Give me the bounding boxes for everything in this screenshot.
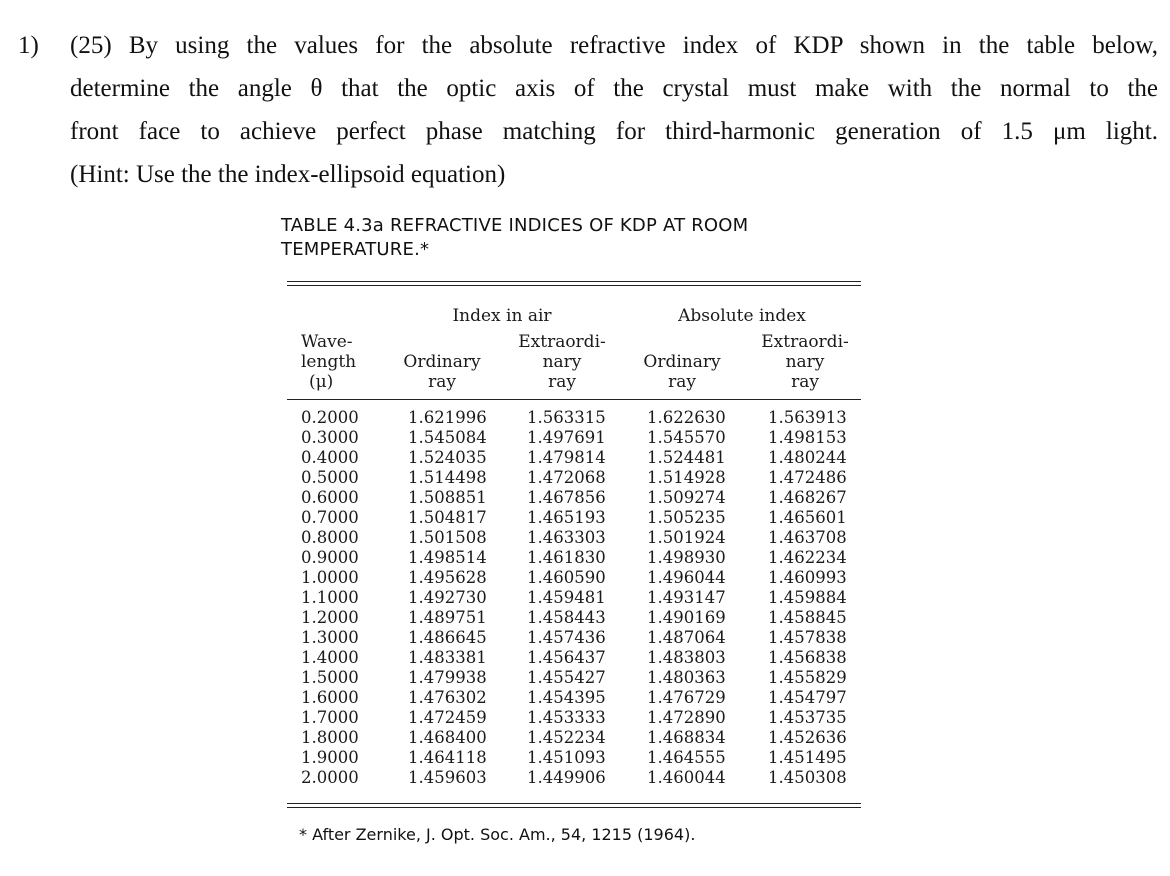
column-header-air-extraordinary <box>512 332 612 392</box>
column-header-wavelength-line-3: (μ) <box>309 372 334 392</box>
table-cell: 1.495628 <box>408 568 487 587</box>
question-text <box>70 24 1158 196</box>
table-cell: 1.486645 <box>408 628 487 647</box>
column-header-air-ordinary-line-3: ray <box>428 372 456 392</box>
table-bottom-rule-second <box>287 807 861 808</box>
table-cell: 1.451495 <box>768 748 847 767</box>
table-cell: 1.9000 <box>301 748 359 767</box>
table-cell: 1.459884 <box>768 588 847 607</box>
table-cell: 1.563913 <box>768 408 847 427</box>
table-cell: 1.472068 <box>527 468 606 487</box>
table-cell: 1.452636 <box>768 728 847 747</box>
table-cell: 1.545084 <box>408 428 487 447</box>
table-cell: 1.483803 <box>647 648 726 667</box>
column-header-air-extraordinary-line-1: Extraordi- <box>518 332 606 352</box>
table-caption-line-1: TABLE 4.3a REFRACTIVE INDICES OF KDP AT ROOM <box>281 215 749 236</box>
question-line-3: front face to achieve perfect phase matching for third-harmonic generation of 1.5 μm light. <box>70 118 1158 145</box>
question-line-2: determine the angle θ that the optic axis of the crystal must make with the normal to the <box>70 75 1158 102</box>
column-air-extraordinary <box>527 408 606 788</box>
table-cell: 1.480363 <box>647 668 726 687</box>
table-cell: 1.490169 <box>647 608 726 627</box>
table-cell: 2.0000 <box>301 768 359 787</box>
table-cell: 1.457838 <box>768 628 847 647</box>
question-line-1: (25) By using the values for the absolute refractive index of KDP shown in the table below, <box>70 32 1158 59</box>
column-header-abs-ordinary-line-3: ray <box>668 372 696 392</box>
table-cell: 1.463708 <box>768 528 847 547</box>
table-footnote: * After Zernike, J. Opt. Soc. Am., 54, 1215 (1964). <box>299 825 696 844</box>
table-cell: 1.1000 <box>301 588 359 607</box>
table-cell: 1.493147 <box>647 588 726 607</box>
column-header-abs-extraordinary-line-1: Extraordi- <box>761 332 849 352</box>
table-cell: 1.460044 <box>647 768 726 787</box>
column-header-air-extraordinary-line-2: nary <box>542 352 582 372</box>
column-header-abs-ordinary <box>637 332 727 392</box>
table-cell: 1.468834 <box>647 728 726 747</box>
column-header-abs-extraordinary-line-3: ray <box>791 372 819 392</box>
table-cell: 1.489751 <box>408 608 487 627</box>
table-cell: 1.563315 <box>527 408 606 427</box>
table-cell: 1.479938 <box>408 668 487 687</box>
table-cell: 1.453735 <box>768 708 847 727</box>
column-header-wavelength-line-2: length <box>301 352 357 372</box>
header-divider-rule <box>287 399 861 400</box>
table-cell: 0.4000 <box>301 448 359 467</box>
table-cell: 1.461830 <box>527 548 606 567</box>
table-cell: 1.449906 <box>527 768 606 787</box>
table-cell: 1.455427 <box>527 668 606 687</box>
table-cell: 1.458845 <box>768 608 847 627</box>
table-cell: 1.450308 <box>768 768 847 787</box>
table-cell: 0.7000 <box>301 508 359 527</box>
table-cell: 1.464555 <box>647 748 726 767</box>
question-number: 1) <box>18 32 39 59</box>
table-cell: 1.509274 <box>647 488 726 507</box>
table-cell: 1.492730 <box>408 588 487 607</box>
table-cell: 1.459603 <box>408 768 487 787</box>
table-cell: 0.8000 <box>301 528 359 547</box>
table-cell: 1.4000 <box>301 648 359 667</box>
table-cell: 1.497691 <box>527 428 606 447</box>
table-cell: 1.476729 <box>647 688 726 707</box>
table-cell: 1.498930 <box>647 548 726 567</box>
column-air-ordinary <box>408 408 487 788</box>
table-cell: 1.460590 <box>527 568 606 587</box>
question-line-4: (Hint: Use the the index-ellipsoid equation) <box>70 161 506 188</box>
table-cell: 1.514498 <box>408 468 487 487</box>
table-cell: 1.455829 <box>768 668 847 687</box>
group-header-index-in-air: Index in air <box>452 306 552 326</box>
column-header-abs-ordinary-line-2: Ordinary <box>643 352 721 372</box>
table-cell: 1.468400 <box>408 728 487 747</box>
table-caption-line-2: TEMPERATURE.* <box>281 239 430 260</box>
table-cell: 1.452234 <box>527 728 606 747</box>
table-cell: 1.3000 <box>301 628 359 647</box>
table-cell: 1.498153 <box>768 428 847 447</box>
table-cell: 1.468267 <box>768 488 847 507</box>
table-cell: 1.459481 <box>527 588 606 607</box>
table-cell: 1.2000 <box>301 608 359 627</box>
table-cell: 1.6000 <box>301 688 359 707</box>
question-block <box>18 24 1158 196</box>
table-cell: 0.3000 <box>301 428 359 447</box>
table-cell: 1.498514 <box>408 548 487 567</box>
table-cell: 1.0000 <box>301 568 359 587</box>
table-cell: 1.451093 <box>527 748 606 767</box>
table-cell: 1.524035 <box>408 448 487 467</box>
table-cell: 1.460993 <box>768 568 847 587</box>
table-cell: 1.463303 <box>527 528 606 547</box>
table-cell: 1.501924 <box>647 528 726 547</box>
table-cell: 1.487064 <box>647 628 726 647</box>
table-cell: 1.453333 <box>527 708 606 727</box>
table-cell: 0.2000 <box>301 408 359 427</box>
column-header-abs-ordinary-line-1 <box>637 332 727 352</box>
table-cell: 1.508851 <box>408 488 487 507</box>
table-cell: 1.483381 <box>408 648 487 667</box>
column-header-air-ordinary-line-2: Ordinary <box>403 352 481 372</box>
table-cell: 1.457436 <box>527 628 606 647</box>
group-header-absolute-index: Absolute index <box>678 306 806 326</box>
table-cell: 1.472890 <box>647 708 726 727</box>
table-cell: 0.9000 <box>301 548 359 567</box>
table-cell: 1.458443 <box>527 608 606 627</box>
table-cell: 1.514928 <box>647 468 726 487</box>
table-cell: 1.454395 <box>527 688 606 707</box>
table-cell: 1.8000 <box>301 728 359 747</box>
table-cell: 1.456437 <box>527 648 606 667</box>
table-cell: 1.472486 <box>768 468 847 487</box>
table-cell: 1.465601 <box>768 508 847 527</box>
table-cell: 1.456838 <box>768 648 847 667</box>
table-cell: 1.472459 <box>408 708 487 727</box>
table-cell: 1.496044 <box>647 568 726 587</box>
table-caption <box>281 214 881 262</box>
table-cell: 1.5000 <box>301 668 359 687</box>
table-cell: 1.622630 <box>647 408 726 427</box>
table-cell: 1.7000 <box>301 708 359 727</box>
table-cell: 1.465193 <box>527 508 606 527</box>
table-cell: 1.545570 <box>647 428 726 447</box>
table-cell: 0.6000 <box>301 488 359 507</box>
table-cell: 1.464118 <box>408 748 487 767</box>
column-header-abs-extraordinary <box>755 332 855 392</box>
column-header-air-extraordinary-line-3: ray <box>548 372 576 392</box>
table-cell: 1.476302 <box>408 688 487 707</box>
table-cell: 1.621996 <box>408 408 487 427</box>
table-cell: 1.504817 <box>408 508 487 527</box>
column-header-abs-extraordinary-line-2: nary <box>785 352 825 372</box>
column-header-wavelength <box>301 332 371 392</box>
column-header-air-ordinary <box>397 332 487 392</box>
table-cell: 1.524481 <box>647 448 726 467</box>
table-bottom-rule <box>287 803 861 804</box>
column-abs-ordinary <box>647 408 726 788</box>
table-top-rule <box>287 281 861 282</box>
table-cell: 1.467856 <box>527 488 606 507</box>
table-top-rule-second <box>287 285 861 286</box>
table-cell: 1.454797 <box>768 688 847 707</box>
table-cell: 1.480244 <box>768 448 847 467</box>
column-wavelength <box>301 408 359 788</box>
column-header-wavelength-line-1: Wave- <box>301 332 353 352</box>
table-cell: 1.505235 <box>647 508 726 527</box>
column-abs-extraordinary <box>768 408 847 788</box>
table-cell: 1.479814 <box>527 448 606 467</box>
column-header-air-ordinary-line-1 <box>397 332 487 352</box>
table-cell: 1.462234 <box>768 548 847 567</box>
table-cell: 1.501508 <box>408 528 487 547</box>
table-cell: 0.5000 <box>301 468 359 487</box>
